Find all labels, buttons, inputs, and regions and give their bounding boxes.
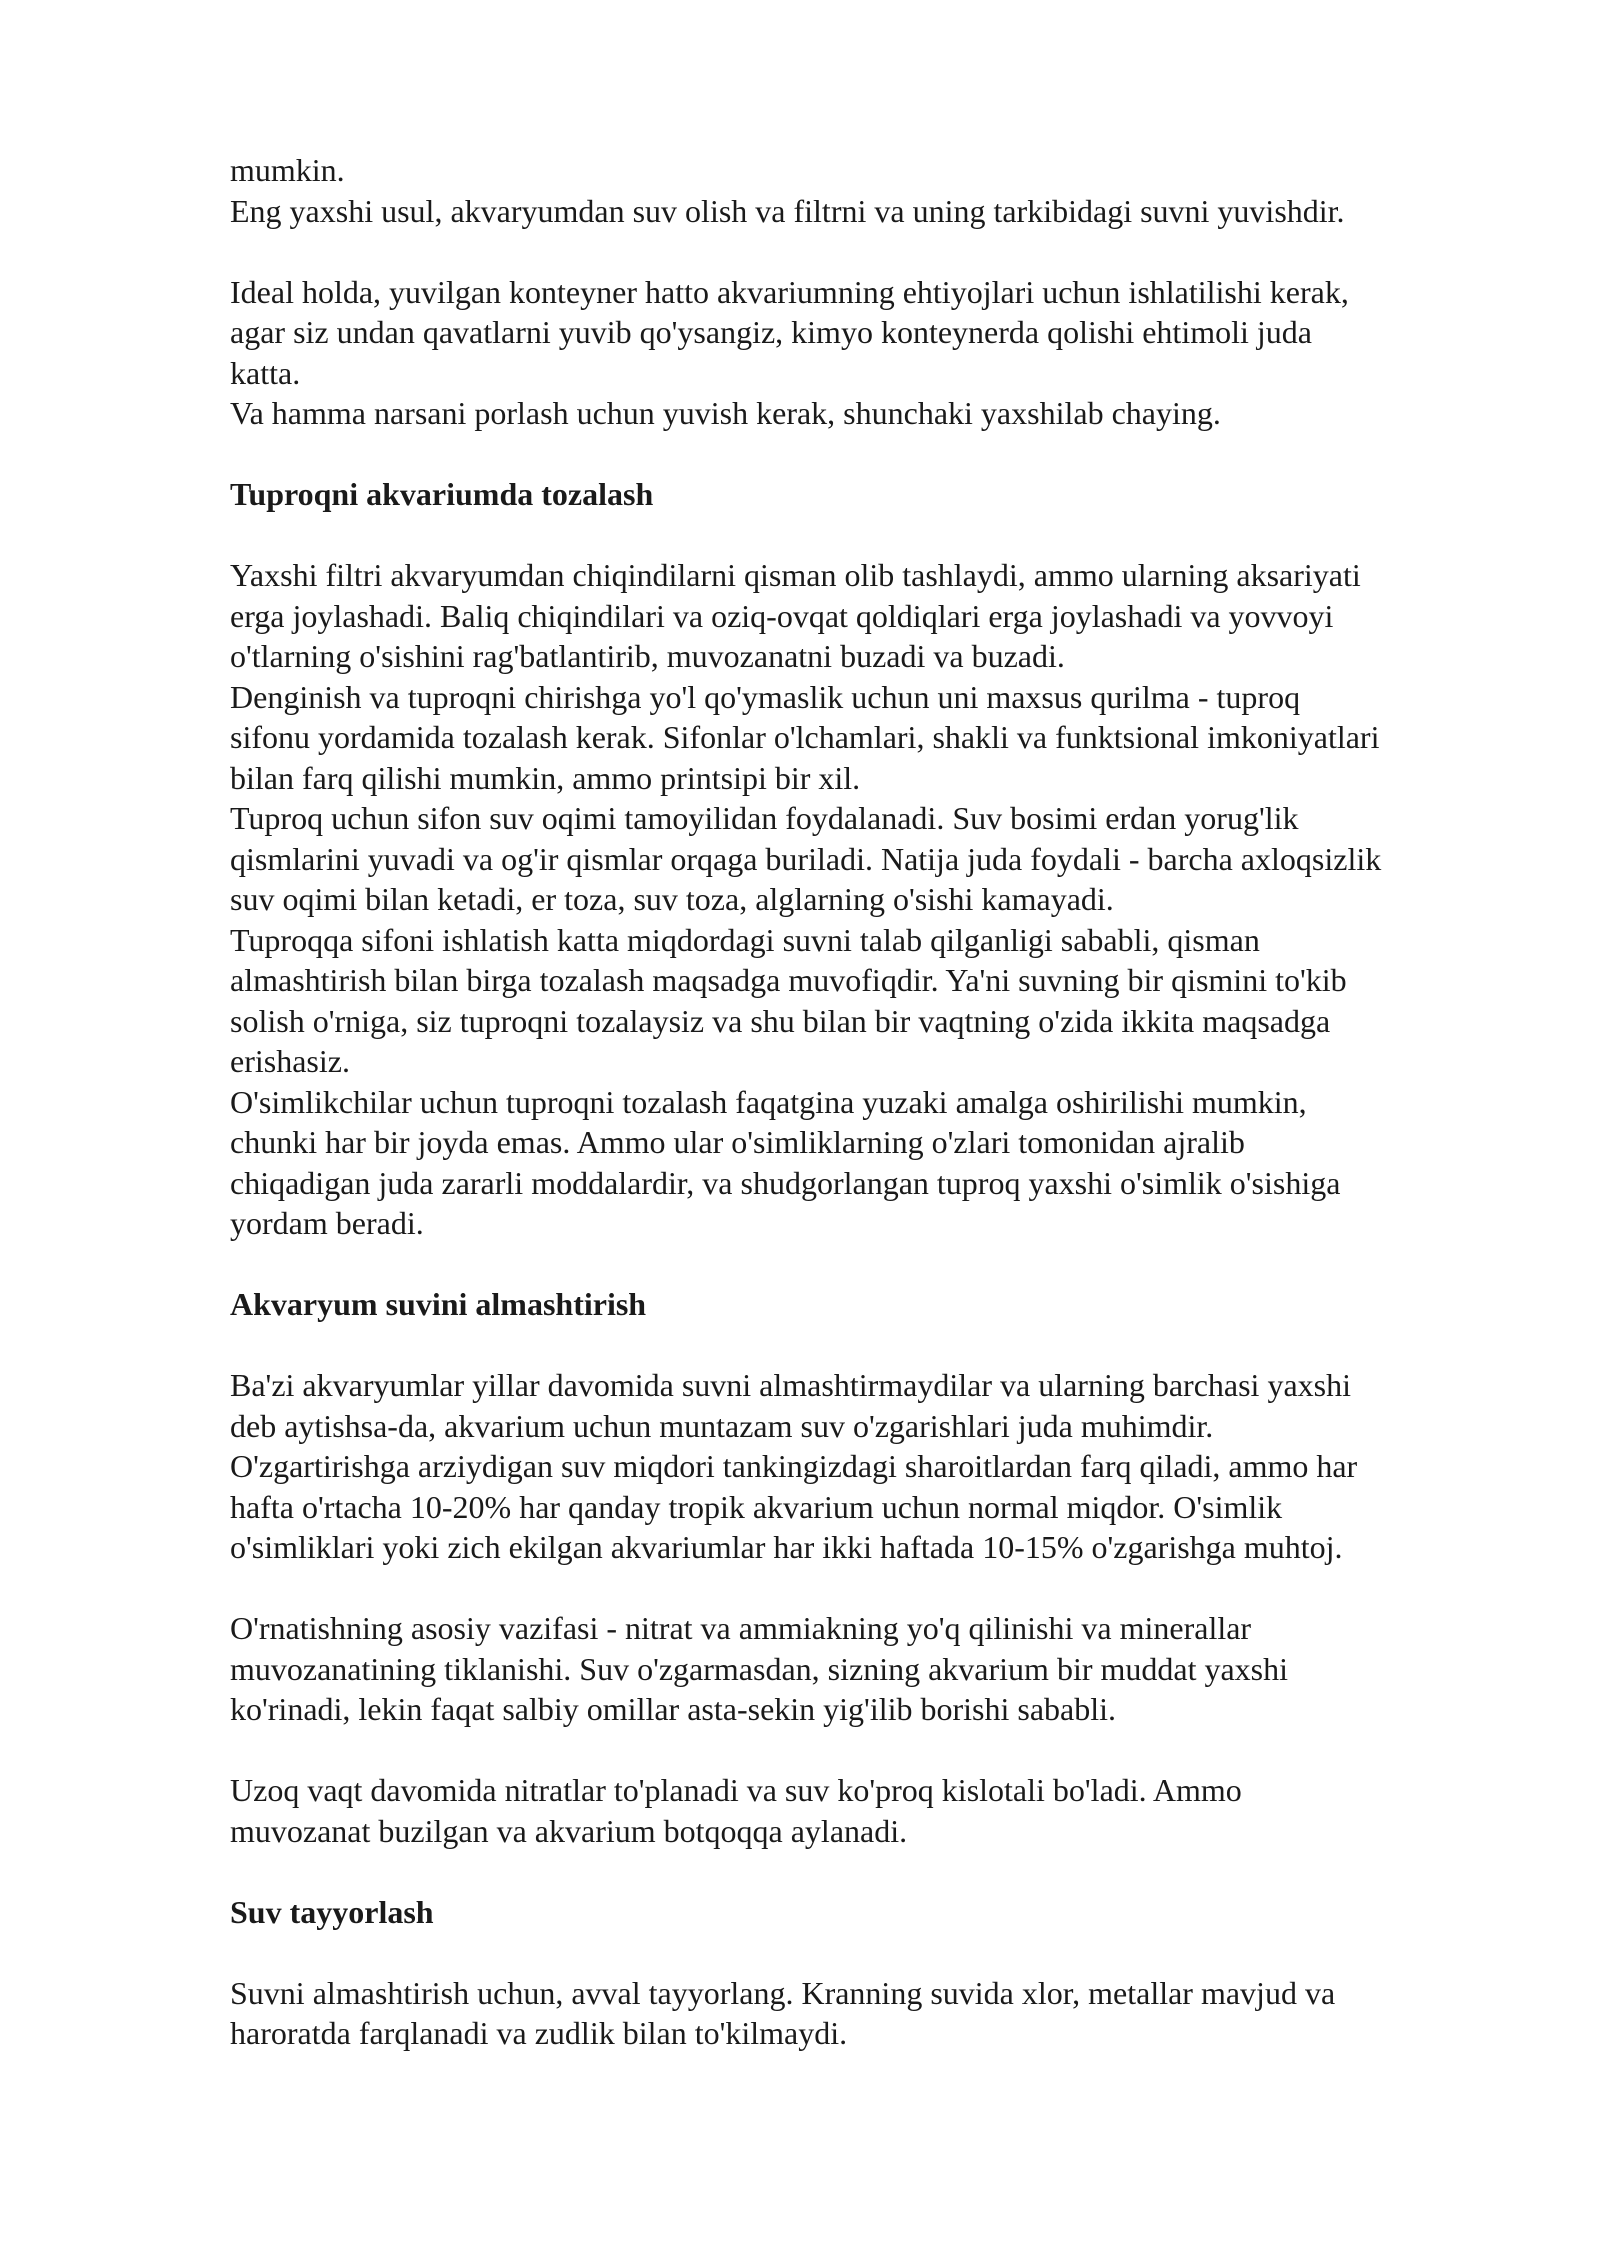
text-line: Eng yaxshi usul, akvaryumdan suv olish va filtrni va uning tarkibidagi suvni yuvishdir. [230,192,1345,229]
text-line: sifonu yordamida tozalash kerak. Sifonlar o'lchamlari, shakli va funktsional imkoniyatlari [230,719,1380,755]
blank-line [230,1568,1530,1609]
blank-line [230,1932,1530,1973]
text-line: erga joylashadi. Baliq chiqindilari va oziq-ovqat qoldiqlari erga joylashadi va yovvoyi [230,597,1334,634]
text-line: bilan farq qilishi mumkin, ammo printsipi bir xil. [230,759,861,796]
blank-line [230,515,1530,556]
text-line: Va hamma narsani porlash uchun yuvish kerak, shunchaki yaxshilab chaying. [230,395,1221,431]
text-line: hafta o'rtacha 10-20% har qanday tropik akvarium uchun normal miqdor. O'simlik [230,1488,1283,1525]
text-line: Uzoq vaqt davomida nitratlar to'planadi va suv ko'proq kislotali bo'ladi. Ammo [230,1772,1242,1808]
section-heading: Akvaryum suvini almashtirish [230,1286,647,1322]
paragraph [230,555,1530,1244]
text-line: o'tlarning o'sishini rag'batlantirib, muvozanatni buzadi va buzadi. [230,638,1065,674]
paragraph [230,272,1530,434]
text-line: suv oqimi bilan ketadi, er toza, suv toza, alglarning o'sishi kamayadi. [230,881,1114,917]
paragraph [230,1365,1530,1568]
blank-line [230,1730,1530,1771]
text-line: mumkin. [230,152,345,188]
text-line: O'simlikchilar uchun tuproqni tozalash faqatgina yuzaki amalga oshirilishi mumkin, [230,1083,1307,1120]
text-line: muvozanatining tiklanishi. Suv o'zgarmasdan, sizning akvarium bir muddat yaxshi [230,1650,1289,1687]
text-line: Ideal holda, yuvilgan konteyner hatto akvariumning ehtiyojlari uchun ishlatilishi kerak, [230,273,1349,310]
text-line: qismlarini yuvadi va og'ir qismlar orqaga buriladi. Natija juda foydali - barcha axloqsizlik [230,840,1382,877]
paragraph [230,150,1530,231]
section-heading: Tuproqni akvariumda tozalash [230,476,654,512]
text-line: O'zgartirishga arziydigan suv miqdori tankingizdagi sharoitlardan farq qiladi, ammo har [230,1448,1358,1484]
text-line: Ba'zi akvaryumlar yillar davomida suvni almashtirmaydilar va ularning barchasi yaxshi [230,1367,1351,1403]
blank-line [230,434,1530,475]
paragraph [230,1608,1530,1730]
text-line: agar siz undan qavatlarni yuvib qo'ysangiz, kimyo konteynerda qolishi ehtimoli juda [230,314,1312,350]
section-heading: Suv tayyorlash [230,1893,434,1930]
blank-line [230,1325,1530,1366]
blank-line [230,231,1530,272]
text-line: Tuproq uchun sifon suv oqimi tamoyilidan foydalanadi. Suv bosimi erdan yorug'lik [230,800,1299,836]
blank-line [230,1851,1530,1892]
text-line: Suvni almashtirish uchun, avval tayyorlang. Kranning suvida xlor, metallar mavjud va [230,1974,1336,2011]
blank-line [230,1244,1530,1285]
text-line: haroratda farqlanadi va zudlik bilan to'kilmaydi. [230,2015,848,2051]
text-line: chiqadigan juda zararli moddalardir, va shudgorlangan tuproq yaxshi o'simlik o'sishiga [230,1164,1341,1201]
text-line: Yaxshi filtri akvaryumdan chiqindilarni qisman olib tashlaydi, ammo ularning aksariyati [230,557,1361,593]
document-page [230,150,1530,2054]
text-line: solish o'rniga, siz tuproqni tozalaysiz va shu bilan bir vaqtning o'zida ikkita maqsadga [230,1002,1331,1039]
text-line: O'rnatishning asosiy vazifasi - nitrat va ammiakning yo'q qilinishi va minerallar [230,1610,1252,1646]
text-line: Denginish va tuproqni chirishga yo'l qo'ymaslik uchun uni maxsus qurilma - tuproq [230,678,1301,715]
text-line: almashtirish bilan birga tozalash maqsadga muvofiqdir. Ya'ni suvning bir qismini to'kib [230,962,1347,998]
text-line: yordam beradi. [230,1205,424,1241]
text-line: ko'rinadi, lekin faqat salbiy omillar asta-sekin yig'ilib borishi sababli. [230,1691,1117,1727]
paragraph [230,1770,1530,1851]
text-line: Tuproqqa sifoni ishlatish katta miqdordagi suvni talab qilganligi sababli, qisman [230,921,1260,958]
paragraph [230,1973,1530,2054]
text-line: o'simliklari yoki zich ekilgan akvariumlar har ikki haftada 10-15% o'zgarishga muhtoj. [230,1529,1343,1565]
text-line: chunki har bir joyda emas. Ammo ular o'simliklarning o'zlari tomonidan ajralib [230,1124,1245,1160]
text-line: erishasiz. [230,1043,350,1079]
text-line: katta. [230,354,301,391]
text-line: deb aytishsa-da, akvarium uchun muntazam suv o'zgarishlari juda muhimdir. [230,1407,1214,1444]
text-line: muvozanat buzilgan va akvarium botqoqqa aylanadi. [230,1812,908,1849]
